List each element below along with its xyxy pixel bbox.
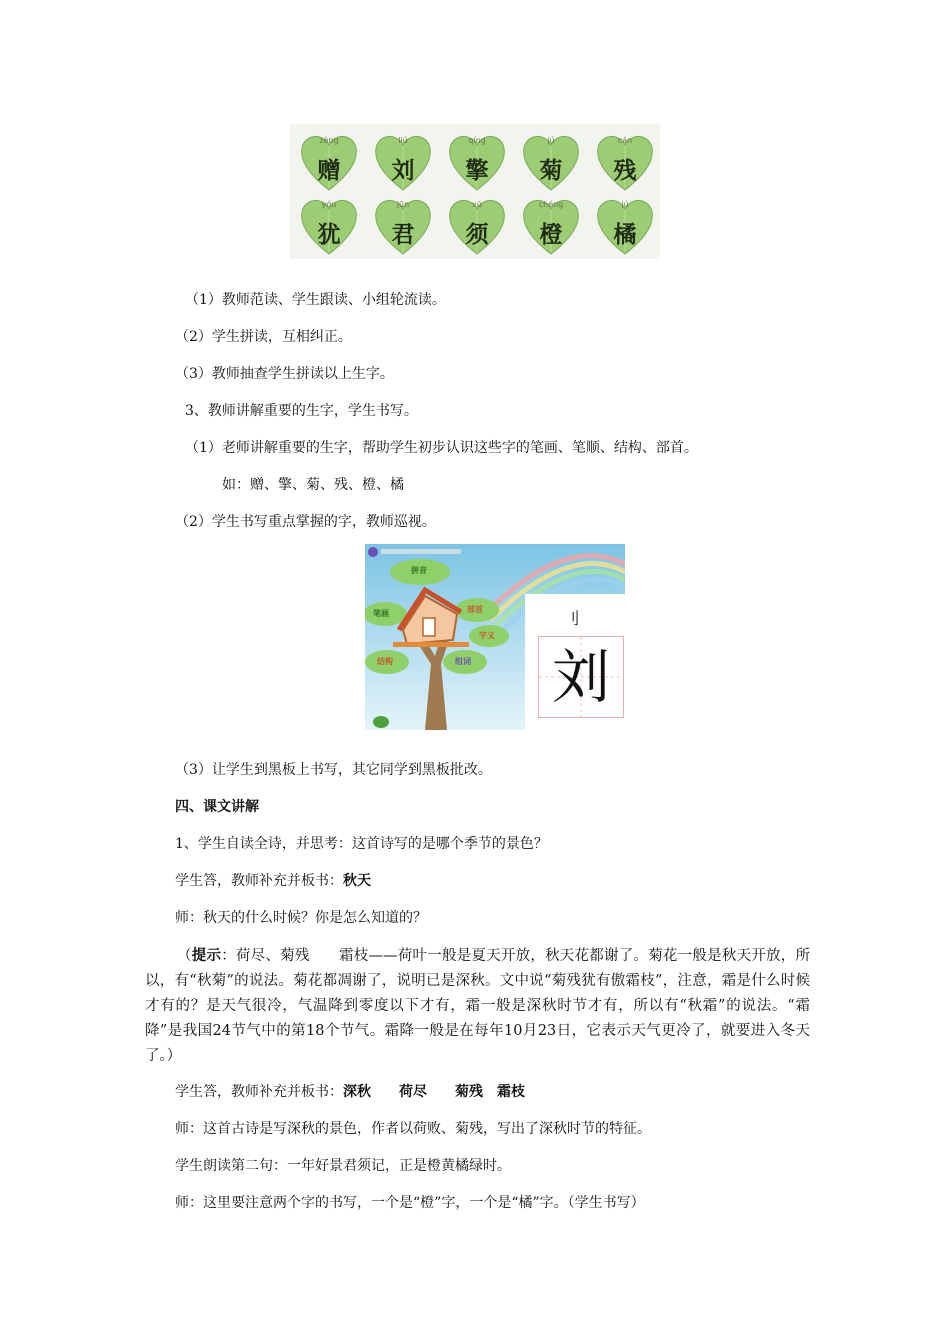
- leaf-character: 菊: [539, 157, 563, 184]
- tree-label: 字义: [479, 631, 495, 640]
- leaf-pinyin: liú: [398, 136, 408, 145]
- leaf-pinyin: cán: [617, 136, 633, 145]
- leaf-item: [298, 132, 360, 192]
- leaf-item: [594, 132, 656, 192]
- leaf-character: 残: [613, 157, 637, 184]
- text-span: 学生答，教师补充并板书：: [175, 1084, 343, 1100]
- text-line: 1、学生自读全诗，并思考：这首诗写的是哪个季节的景色？: [175, 836, 548, 852]
- text-line: （2）学生书写重点掌握的字，教师巡视。: [175, 514, 436, 530]
- text-line: 如：赠、擎、菊、残、橙、橘: [222, 477, 404, 493]
- leaf-character: 君: [391, 221, 415, 248]
- leaf-character: 刘: [391, 157, 415, 184]
- text-span: 学生答，教师补充并板书：: [175, 873, 343, 889]
- hint-label: 提示: [191, 947, 222, 964]
- text-line: [175, 871, 371, 891]
- tree-label: 笔画: [373, 609, 389, 618]
- leaf-pinyin: qíng: [468, 136, 486, 145]
- text-line: 师：秋天的什么时候？你是怎么知道的？: [175, 910, 427, 926]
- text-line: 学生朗读第二句：一年好景君须记，正是橙黄橘绿时。: [175, 1158, 511, 1174]
- leaf-character: 赠: [317, 157, 341, 184]
- hint-paragraph: [145, 943, 810, 1069]
- board-text: 秋天: [343, 873, 371, 889]
- leaf-pinyin: jú: [621, 200, 629, 209]
- leaf-character-image: [290, 124, 660, 259]
- leaf-character: 橘: [613, 221, 637, 248]
- grid-character: 刘: [551, 643, 610, 711]
- text-line: （1）老师讲解重要的生字，帮助学生初步认识这些字的笔画、笔顺、结构、部首。: [185, 440, 698, 456]
- leaf-character: 须: [465, 221, 489, 248]
- text-line: （3）让学生到黑板上书写，其它同学到黑板批改。: [175, 762, 492, 778]
- leaf-item: [520, 132, 582, 192]
- leaf-item: [372, 132, 434, 192]
- leaf-pinyin: zèng: [319, 136, 339, 145]
- hint-text: ：荷尽、菊残 霜枝——荷叶一般是夏天开放，秋天花都谢了。菊花一般是秋天开放，所以，有“秋菊”的说法。菊花都凋谢了，说明已是深秋。文中说“菊残犹有傲霜枝”，注意，霜是什么时候才有的？是天气很冷，气温降到零度以下才有，霜一般是深秋时节才有，所以有“秋霜”的说法。“霜降”是我国24节气中的第18个节气。霜降一般是在每年10月23日，它表示天气更冷了，就要进入冬天了。）: [145, 948, 811, 1064]
- leaf-pinyin: chéng: [538, 200, 564, 209]
- text-line: 师：这里要注意两个字的书写，一个是“橙”字，一个是“橘”字。（学生书写）: [175, 1195, 645, 1211]
- leaf-item: [594, 196, 656, 256]
- tree-label: 组词: [455, 657, 471, 666]
- text-line: 师：这首古诗是写深秋的景色，作者以荷败、菊残，写出了深秋时节的特征。: [175, 1121, 651, 1137]
- text-line: 3、教师讲解重要的生字，学生书写。: [185, 403, 418, 419]
- leaf-character: 犹: [317, 221, 341, 248]
- text-line: [175, 1082, 525, 1102]
- tree-label: 部首: [467, 605, 483, 614]
- leaf-pinyin: jūn: [396, 200, 410, 209]
- leaf-item: [298, 196, 360, 256]
- leaf-pinyin: yóu: [321, 200, 337, 209]
- hint-open: （: [177, 948, 192, 964]
- leaf-item: [372, 196, 434, 256]
- board-text: 深秋 荷尽 菊残 霜枝: [343, 1084, 525, 1100]
- leaf-pinyin: xū: [472, 200, 482, 209]
- tree-label: 拼音: [411, 566, 427, 575]
- text-line: （2）学生拼读，互相纠正。: [175, 329, 352, 345]
- writing-grid: [538, 636, 624, 718]
- leaf-item: [520, 196, 582, 256]
- section-heading: 四、课文讲解: [175, 799, 259, 815]
- leaf-character: 擎: [465, 157, 489, 184]
- leaf-item: [446, 132, 508, 192]
- leaf-character: 橙: [539, 221, 563, 248]
- tree-label: 结构: [377, 657, 393, 666]
- radical-glyph: 刂: [564, 609, 581, 628]
- text-line: （1）教师范读、学生跟读、小组轮流读。: [185, 292, 446, 308]
- text-line: （3）教师抽查学生拼读以上生字。: [175, 366, 394, 382]
- leaf-pinyin: jú: [547, 136, 555, 145]
- leaf-item: [446, 196, 508, 256]
